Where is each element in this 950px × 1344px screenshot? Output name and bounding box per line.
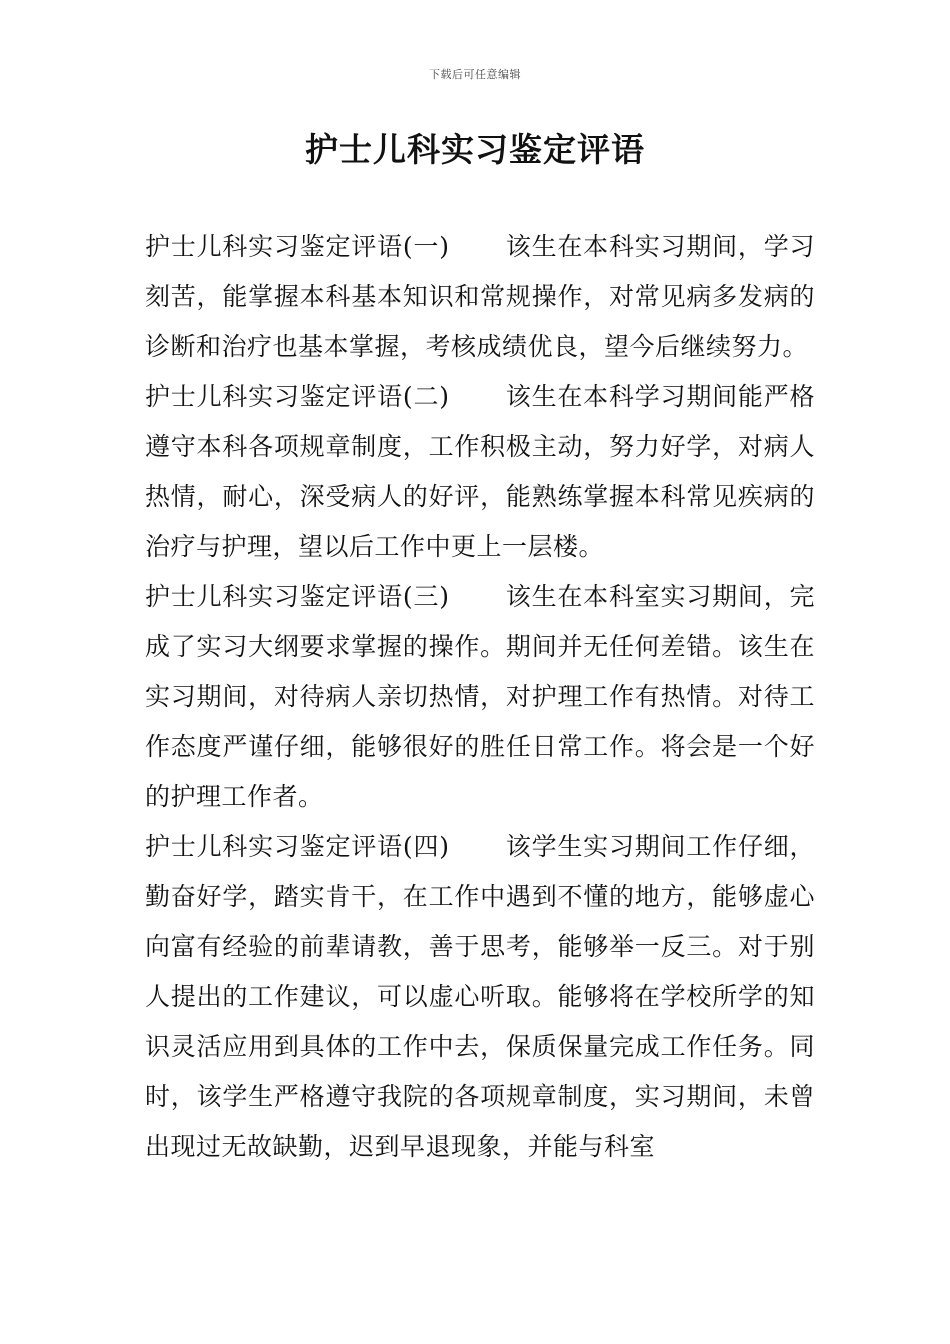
paragraph-text: 该生在本科室实习期间，完成了实习大纲要求掌握的操作。期间并无任何差错。该生在实习期间，对待病人亲切热情，对护理工作有热情。对待工作态度严谨仔细，能够很好的胜任日常工作。将会是一个好的护理工作者。 bbox=[145, 582, 815, 811]
paragraph-4 bbox=[145, 822, 815, 1172]
paragraph-3 bbox=[145, 572, 815, 822]
paragraph-2 bbox=[145, 372, 815, 572]
paragraph-text: 该生在本科实习期间，学习刻苦，能掌握本科基本知识和常规操作，对常见病多发病的诊断和治疗也基本掌握，考核成绩优良，望今后继续努力。 bbox=[145, 232, 815, 361]
paragraph-heading: 护士儿科实习鉴定评语(二) bbox=[145, 382, 450, 411]
paragraph-text: 该生在本科学习期间能严格遵守本科各项规章制度，工作积极主动，努力好学，对病人热情，耐心，深受病人的好评，能熟练掌握本科常见疾病的治疗与护理，望以后工作中更上一层楼。 bbox=[145, 382, 815, 561]
paragraph-text: 该学生实习期间工作仔细，勤奋好学，踏实肯干，在工作中遇到不懂的地方，能够虚心向富有经验的前辈请教，善于思考，能够举一反三。对于别人提出的工作建议，可以虚心听取。能够将在学校所学的知识灵活应用到具体的工作中去，保质保量完成工作任务。同时，该学生严格遵守我院的各项规章制度，实习期间，未曾出现过无故缺勤，迟到早退现象，并能与科室 bbox=[145, 832, 815, 1161]
paragraph-heading: 护士儿科实习鉴定评语(四) bbox=[145, 832, 450, 861]
document-body bbox=[145, 222, 815, 1172]
paragraph-heading: 护士儿科实习鉴定评语(一) bbox=[145, 232, 450, 261]
paragraph-1 bbox=[145, 222, 815, 372]
header-note: 下载后可任意编辑 bbox=[429, 68, 521, 81]
paragraph-heading: 护士儿科实习鉴定评语(三) bbox=[145, 582, 450, 611]
document-title: 护士儿科实习鉴定评语 bbox=[305, 130, 645, 169]
